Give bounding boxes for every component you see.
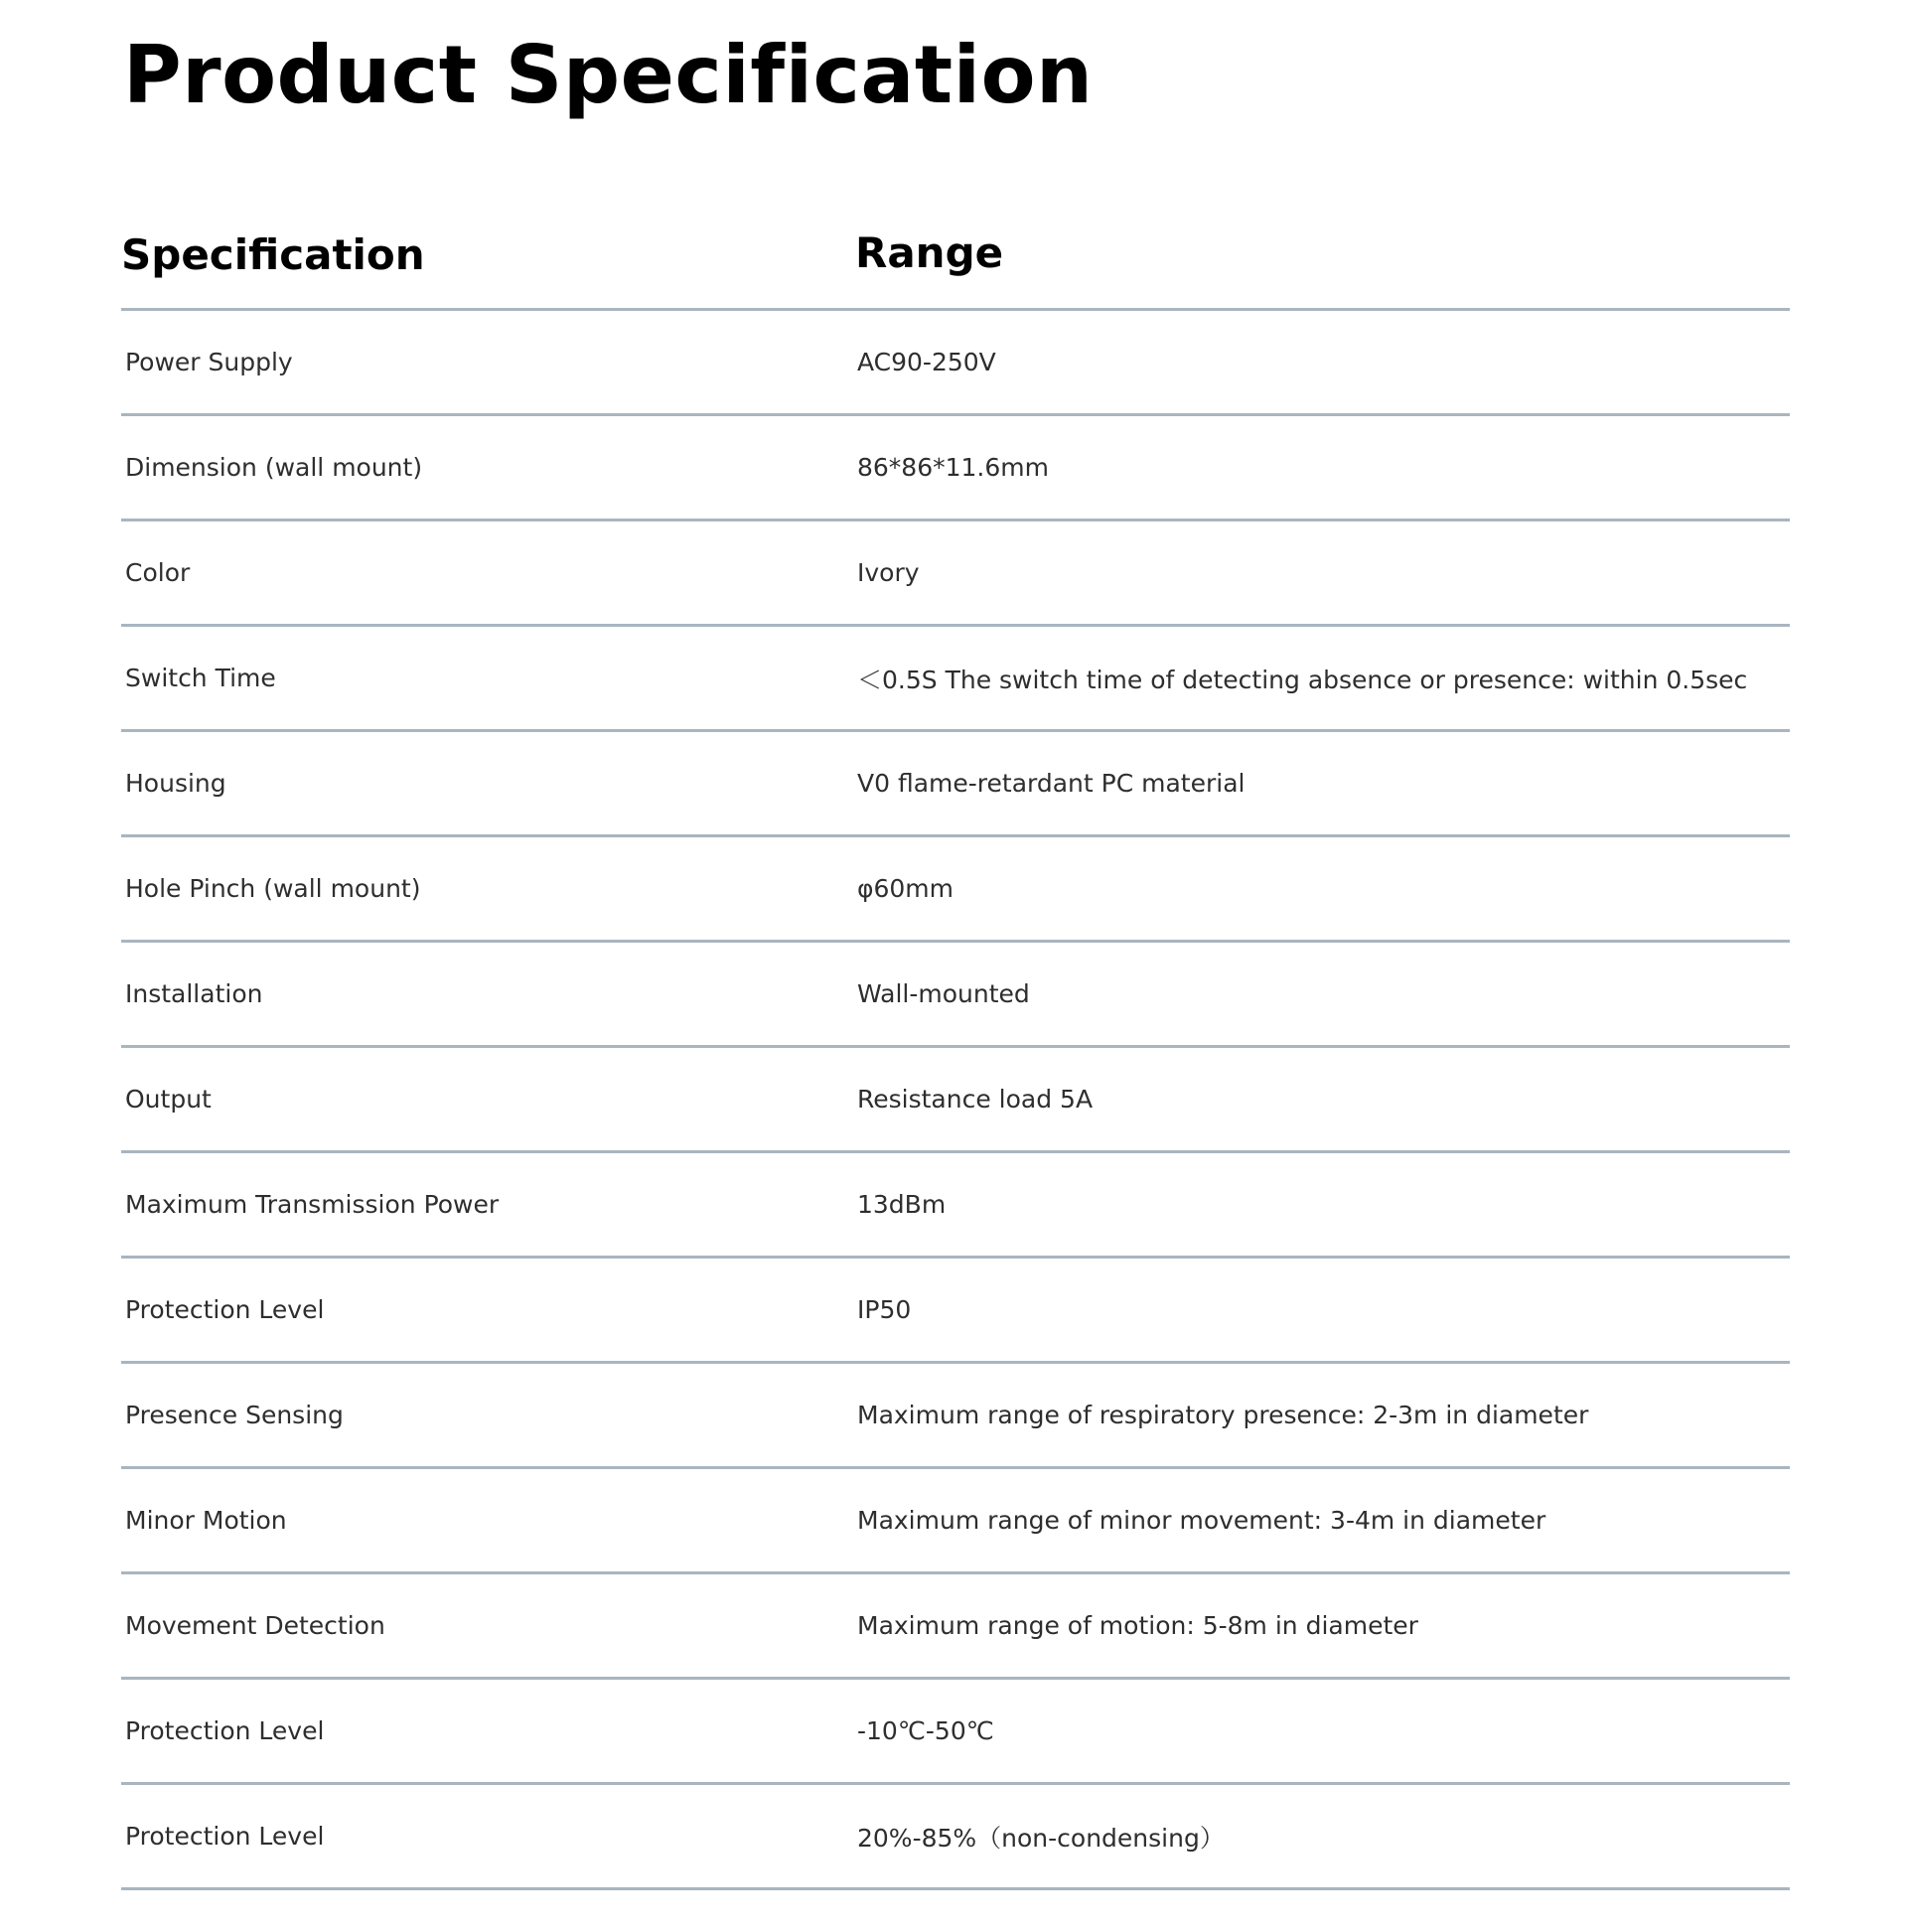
spec-value: Maximum range of respiratory presence: 2-3m in diameter	[857, 1401, 1589, 1429]
table-row	[121, 732, 1790, 837]
spec-value: AC90-250V	[857, 348, 996, 376]
table-row	[121, 1785, 1790, 1890]
table-row	[121, 416, 1790, 521]
spec-label: Protection Level	[125, 1295, 325, 1324]
spec-label: Presence Sensing	[125, 1401, 344, 1429]
spec-label: Installation	[125, 979, 263, 1008]
spec-label: Housing	[125, 769, 226, 798]
table-row	[121, 1574, 1790, 1680]
table-row	[121, 1048, 1790, 1153]
spec-label: Dimension (wall mount)	[125, 453, 423, 482]
spec-label: Movement Detection	[125, 1611, 385, 1640]
spec-value: 86*86*11.6mm	[857, 453, 1049, 482]
spec-value: IP50	[857, 1295, 912, 1324]
spec-value: V0 flame-retardant PC material	[857, 769, 1246, 798]
spec-value: ＜0.5S The switch time of detecting absence or presence: within 0.5sec	[857, 665, 1748, 694]
spec-value: 20%-85%（non-condensing）	[857, 1823, 1225, 1853]
spec-label: Protection Level	[125, 1822, 325, 1851]
table-row	[121, 521, 1790, 627]
table-row	[121, 1259, 1790, 1364]
spec-value: 13dBm	[857, 1190, 947, 1219]
spec-label: Minor Motion	[125, 1506, 287, 1535]
spec-value: -10℃-50℃	[857, 1716, 994, 1745]
table-row	[121, 627, 1790, 732]
spec-value: Maximum range of motion: 5-8m in diameter	[857, 1611, 1418, 1640]
table-row	[121, 943, 1790, 1048]
spec-label: Switch Time	[125, 664, 276, 692]
spec-value: Ivory	[857, 558, 920, 587]
spec-label: Power Supply	[125, 348, 293, 376]
spec-label: Output	[125, 1085, 212, 1114]
spec-label: Hole Pinch (wall mount)	[125, 874, 421, 903]
header-specification: Specification	[121, 230, 425, 279]
header-range: Range	[855, 228, 1004, 277]
table-row	[121, 1469, 1790, 1574]
spec-label: Protection Level	[125, 1716, 325, 1745]
spec-value: Maximum range of minor movement: 3-4m in diameter	[857, 1506, 1546, 1535]
table-row	[121, 1364, 1790, 1469]
spec-value: φ60mm	[857, 874, 954, 903]
page-title: Product Specification	[123, 29, 1094, 121]
table-header	[121, 199, 1790, 311]
table-row	[121, 1680, 1790, 1785]
spec-value: Resistance load 5A	[857, 1085, 1094, 1114]
spec-label: Maximum Transmission Power	[125, 1190, 500, 1219]
spec-value: Wall-mounted	[857, 979, 1030, 1008]
spec-label: Color	[125, 558, 191, 587]
table-row	[121, 1153, 1790, 1259]
table-row	[121, 311, 1790, 416]
spec-table	[121, 199, 1790, 1890]
table-row	[121, 837, 1790, 943]
